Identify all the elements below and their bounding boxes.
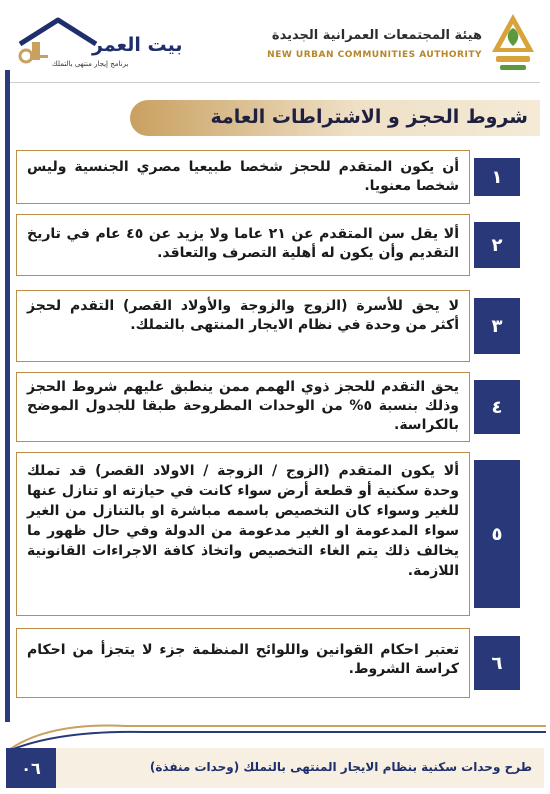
authority-name-arabic: هيئة المجتمعات العمرانية الجديدة	[271, 28, 482, 43]
section-title: شروط الحجز و الاشتراطات العامة	[210, 106, 528, 128]
condition-row	[16, 628, 534, 698]
program-name: بيت العمر	[92, 34, 183, 56]
condition-row	[16, 372, 534, 442]
condition-number: ٢	[474, 222, 520, 268]
condition-text-box	[16, 150, 470, 204]
condition-row	[16, 150, 534, 204]
condition-text: ألا يكون المتقدم (الزوج / الزوجة / الاولاد القصر) قد تملك وحدة سكنية أو قطعة أرض سواء كانت في حيازته او تنازل عنها للغير وسواء كان التخصيص باسمه مباشرة او بالتنازل من الغير سواء المدعومة او الغير مدعومة من الدولة وفي حال ظهور ما يخالف ذلك يتم الغاء التخصيص واتخاذ كافة الاجراءات القانونية اللازمة.	[27, 463, 459, 579]
condition-number: ٦	[474, 636, 520, 690]
page-header	[0, 0, 550, 80]
condition-row	[16, 290, 534, 362]
authority-name-english: NEW URBAN COMMUNITIES AUTHORITY	[267, 50, 482, 60]
condition-text: أن يكون المتقدم للحجز شخصا طبيعيا مصري الجنسية وليس شخصا معنويا.	[27, 159, 459, 194]
section-title-bar	[130, 100, 540, 136]
bayt-alomr-logo	[12, 16, 183, 72]
condition-row	[16, 452, 534, 616]
footer-caption: طرح وحدات سكنية بنظام الايجار المنتهى بالتملك (وحدات منفذة)	[149, 760, 532, 774]
page-footer	[0, 748, 550, 794]
page-number: ٠٦	[6, 748, 56, 788]
condition-number: ١	[474, 158, 520, 196]
nuca-emblem-icon	[490, 12, 536, 74]
program-tagline: برنامج إيجار منتهى بالتملك	[52, 60, 129, 68]
condition-text-box	[16, 372, 470, 442]
condition-number: ٥	[474, 460, 520, 608]
condition-text-box	[16, 290, 470, 362]
condition-number: ٣	[474, 298, 520, 354]
condition-text: لا يحق للأسرة (الزوج والزوجة والأولاد القصر) التقدم لحجز أكثر من وحدة في نظام الايجار المنتهى بالتملك.	[27, 298, 459, 333]
condition-text-box	[16, 452, 470, 616]
condition-text: تعتبر احكام القوانين واللوائح المنظمة جزء لا يتجزأ من احكام كراسة الشروط.	[27, 642, 459, 677]
condition-row	[16, 214, 534, 276]
header-divider	[10, 82, 540, 83]
condition-number: ٤	[474, 380, 520, 434]
condition-text-box	[16, 628, 470, 698]
condition-text: يحق التقدم للحجز ذوي الهمم ممن ينطبق عليهم شروط الحجز وذلك بنسبة ٥% من الوحدات المطروحة طبقا للجدول الموضح بالكراسة.	[27, 379, 459, 433]
condition-text-box	[16, 214, 470, 276]
left-border	[5, 70, 10, 722]
condition-text: ألا يقل سن المتقدم عن ٢١ عاما ولا يزيد عن ٤٥ عام في تاريخ التقديم وأن يكون له أهلية التصرف والتعاقد.	[27, 226, 459, 261]
